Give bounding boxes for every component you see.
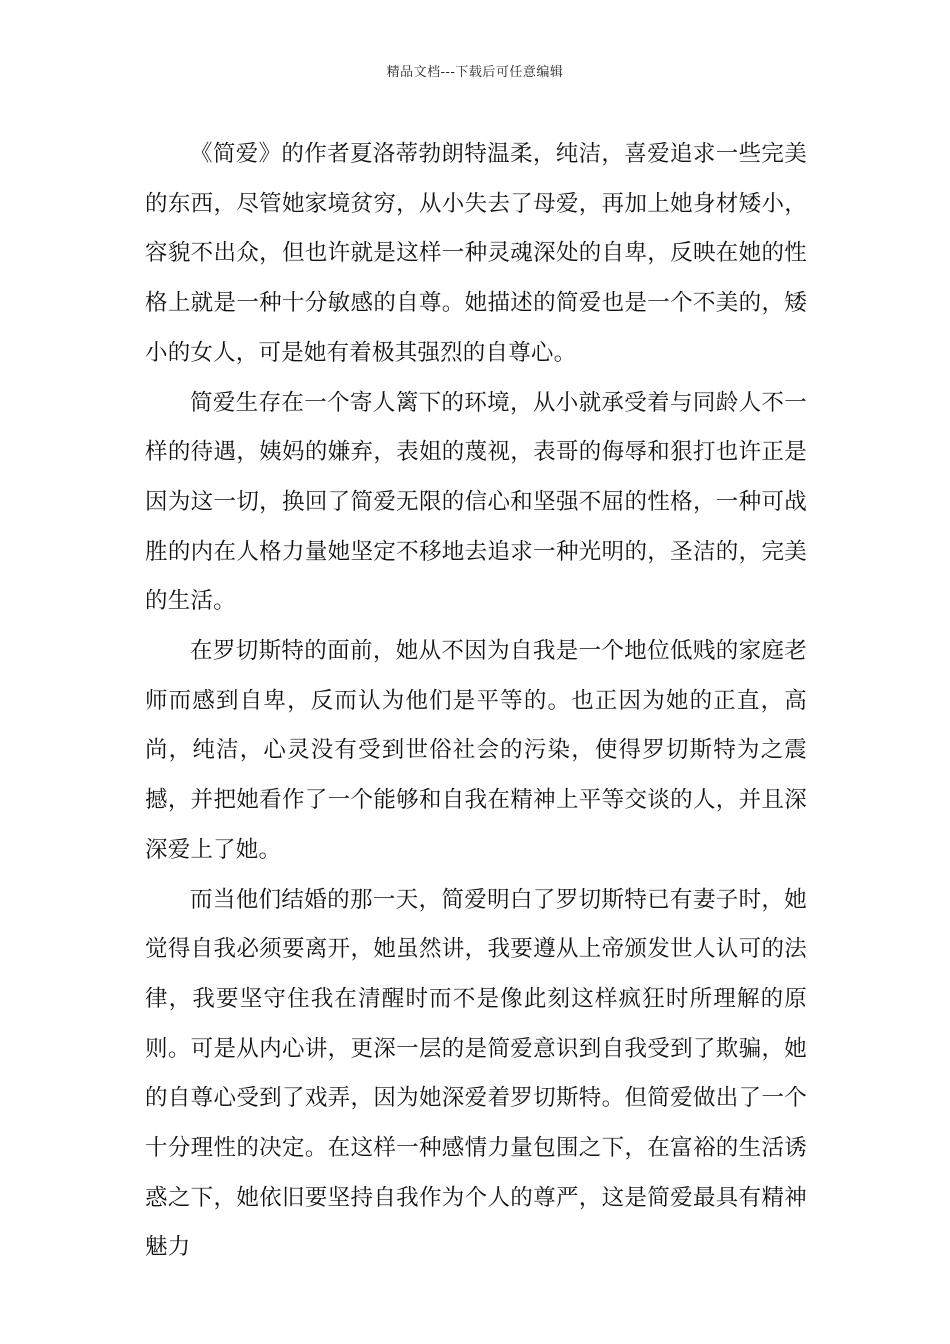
paragraph-4: 而当他们结婚的那一天，简爱明白了罗切斯特已有妻子时，她觉得自我必须要离开，她虽然讲，我要遵从上帝颁发世人认可的法律，我要坚守住我在清醒时而不是像此刻这样疯狂时所理解的原则。可是从内心讲，更深一层的是简爱意识到自我受到了欺骗，她的自尊心受到了戏弄，因为她深爱着罗切斯特。但简爱做出了一个十分理性的决定。在这样一种感情力量包围之下，在富裕的生活诱惑之下，她依旧要坚持自我作为个人的尊严，这是简爱最具有精神魅力 xyxy=(145,886,807,1261)
paragraph-2: 简爱生存在一个寄人篱下的环境，从小就承受着与同龄人不一样的待遇，姨妈的嫌弃，表姐的蔑视，表哥的侮辱和狠打也许正是因为这一切，换回了简爱无限的信心和坚强不屈的性格，一种可战胜的内在人格力量她坚定不移地去追求一种光明的，圣洁的，完美的生活。 xyxy=(145,389,807,615)
document-body xyxy=(145,130,807,1273)
paragraph-1: 《简爱》的作者夏洛蒂勃朗特温柔，纯洁，喜爱追求一些完美的东西，尽管她家境贫穷，从小失去了母爱，再加上她身材矮小，容貌不出众，但也许就是这样一种灵魂深处的自卑，反映在她的性格上就是一种十分敏感的自尊。她描述的简爱也是一个不美的，矮小的女人，可是她有着极其强烈的自尊心。 xyxy=(145,141,807,366)
page-header: 精品文档---下载后可任意编辑 xyxy=(386,65,564,80)
paragraph-3: 在罗切斯特的面前，她从不因为自我是一个地位低贱的家庭老师而感到自卑，反而认为他们是平等的。也正因为她的正直，高尚，纯洁，心灵没有受到世俗社会的污染，使得罗切斯特为之震撼，并把她看作了一个能够和自我在精神上平等交谈的人，并且深深爱上了她。 xyxy=(145,638,807,863)
